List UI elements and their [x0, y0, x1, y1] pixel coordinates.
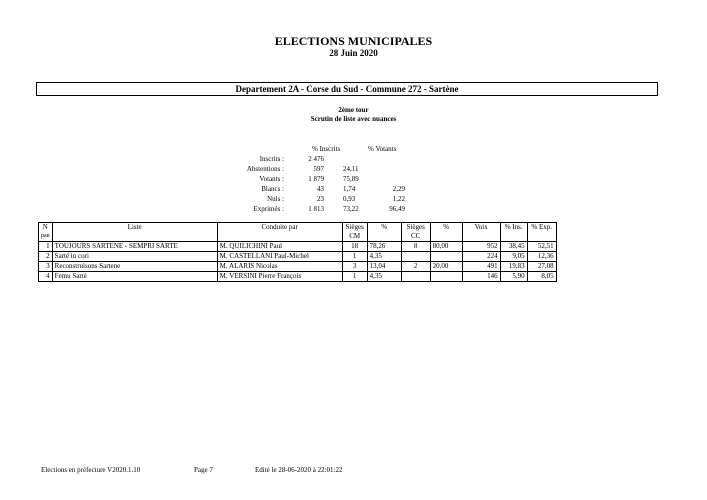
stats-pct-votants	[370, 164, 405, 174]
result-conduite: M. VERSINI Pierre François	[217, 272, 342, 282]
footer-software: Elections en préfecture V2020.1.10	[41, 466, 141, 474]
header-pct-ins: % Ins.	[500, 223, 527, 242]
stats-value: 1 813	[308, 205, 324, 213]
table-row	[39, 262, 557, 272]
stats-pct-inscrits: 0,93	[343, 195, 356, 203]
result-pct-exp: 27,08	[527, 262, 556, 272]
result-pct-cc	[430, 252, 462, 262]
result-sieges-cc	[401, 272, 430, 282]
result-voix: 146	[462, 272, 500, 282]
result-n: 2	[39, 252, 53, 262]
result-pct-ins: 19,83	[500, 262, 527, 272]
header-liste: Liste	[52, 223, 217, 242]
result-liste: TOUJOURS SARTENE - SEMPRI SARTE	[52, 242, 217, 252]
result-sieges-cm: 1	[342, 252, 367, 262]
stats-pct-votants: 1,22	[392, 195, 405, 203]
stats-pct-inscrits: 24,11	[343, 165, 359, 173]
stats-pct-votants	[370, 174, 405, 184]
result-pct-exp: 52,51	[527, 242, 556, 252]
result-sieges-cc	[401, 252, 430, 262]
stats-label: Nuls :	[267, 195, 284, 203]
header-pct-cm: %	[367, 223, 401, 242]
result-voix: 224	[462, 252, 500, 262]
stats-value: 43	[317, 185, 324, 193]
result-n: 4	[39, 272, 53, 282]
header-pct-exp: % Exp.	[527, 223, 556, 242]
stats-value: 597	[313, 165, 324, 173]
stats-pct-inscrits: 73,22	[343, 205, 359, 213]
header-sieges-cc: Sièges CC	[401, 223, 430, 242]
header-conduite: Conduite par	[217, 223, 342, 242]
result-pct-cm: 78,26	[367, 242, 401, 252]
department-banner: Departement 2A - Corse du Sud - Commune 272 - Sartène	[36, 82, 658, 96]
result-pct-exp: 12,36	[527, 252, 556, 262]
stats-label: Abstentions :	[246, 165, 284, 173]
result-n: 1	[39, 242, 53, 252]
stats-col-inscrits: % Inscrits	[312, 145, 341, 153]
stats-pct-votants	[370, 154, 405, 164]
result-pct-ins: 38,45	[500, 242, 527, 252]
result-pct-ins: 5,90	[500, 272, 527, 282]
header-n: N pan	[39, 223, 53, 242]
ballot-type: Scrutin de liste avec nuances	[310, 115, 397, 123]
footer-edited: Edité le 28-06-2020 à 22:01:22	[255, 466, 343, 474]
result-sieges-cc: 8	[401, 242, 430, 252]
stats-label: Votants :	[259, 175, 284, 183]
stats-pct-votants: 2,29	[392, 185, 405, 193]
result-liste: Femu Sarté	[52, 272, 217, 282]
footer-page: Page 7	[194, 466, 213, 474]
result-pct-cm: 4,35	[367, 252, 401, 262]
table-row	[39, 242, 557, 252]
stats-label: Blancs :	[261, 185, 284, 193]
result-liste: Reconstruisons Sartene	[52, 262, 217, 272]
header-voix: Voix	[462, 223, 500, 242]
result-pct-cm: 4,35	[367, 272, 401, 282]
result-pct-cm: 13,04	[367, 262, 401, 272]
result-conduite: M. ALARIS Nicolas	[217, 262, 342, 272]
stats-pct-inscrits: 1,74	[343, 185, 356, 193]
results-header-row	[39, 223, 557, 242]
election-date: 28 Juin 2020	[329, 48, 378, 58]
header-pct-cc: %	[430, 223, 462, 242]
results-table	[38, 222, 557, 282]
stats-value: 1 879	[308, 175, 324, 183]
header-sieges-cm: Sièges CM	[342, 223, 367, 242]
result-pct-cc: 80,00	[430, 242, 462, 252]
result-conduite: M. QUILICHINI Paul	[217, 242, 342, 252]
result-sieges-cc: 2	[401, 262, 430, 272]
stats-label: Inscrits :	[259, 155, 284, 163]
result-conduite: M. CASTELLANI Paul-Michel	[217, 252, 342, 262]
stats-pct-inscrits: 75,89	[343, 175, 359, 183]
document-title: ELECTIONS MUNICIPALES	[274, 34, 433, 48]
result-pct-cc	[430, 272, 462, 282]
stats-value: 23	[317, 195, 324, 203]
result-voix: 491	[462, 262, 500, 272]
result-voix: 952	[462, 242, 500, 252]
result-sieges-cm: 1	[342, 272, 367, 282]
stats-value: 2 476	[308, 155, 324, 163]
result-n: 3	[39, 262, 53, 272]
stats-label: Exprimés :	[253, 205, 284, 213]
stats-col-votants: % Votants	[368, 145, 397, 153]
result-pct-exp: 8,05	[527, 272, 556, 282]
stats-pct-votants: 96,49	[389, 205, 405, 213]
round-label: 2ème tour	[338, 106, 369, 114]
result-sieges-cm: 18	[342, 242, 367, 252]
result-liste: Sarté in cori	[52, 252, 217, 262]
table-row	[39, 272, 557, 282]
result-pct-ins: 9,05	[500, 252, 527, 262]
table-row	[39, 252, 557, 262]
result-pct-cc: 20,00	[430, 262, 462, 272]
result-sieges-cm: 3	[342, 262, 367, 272]
